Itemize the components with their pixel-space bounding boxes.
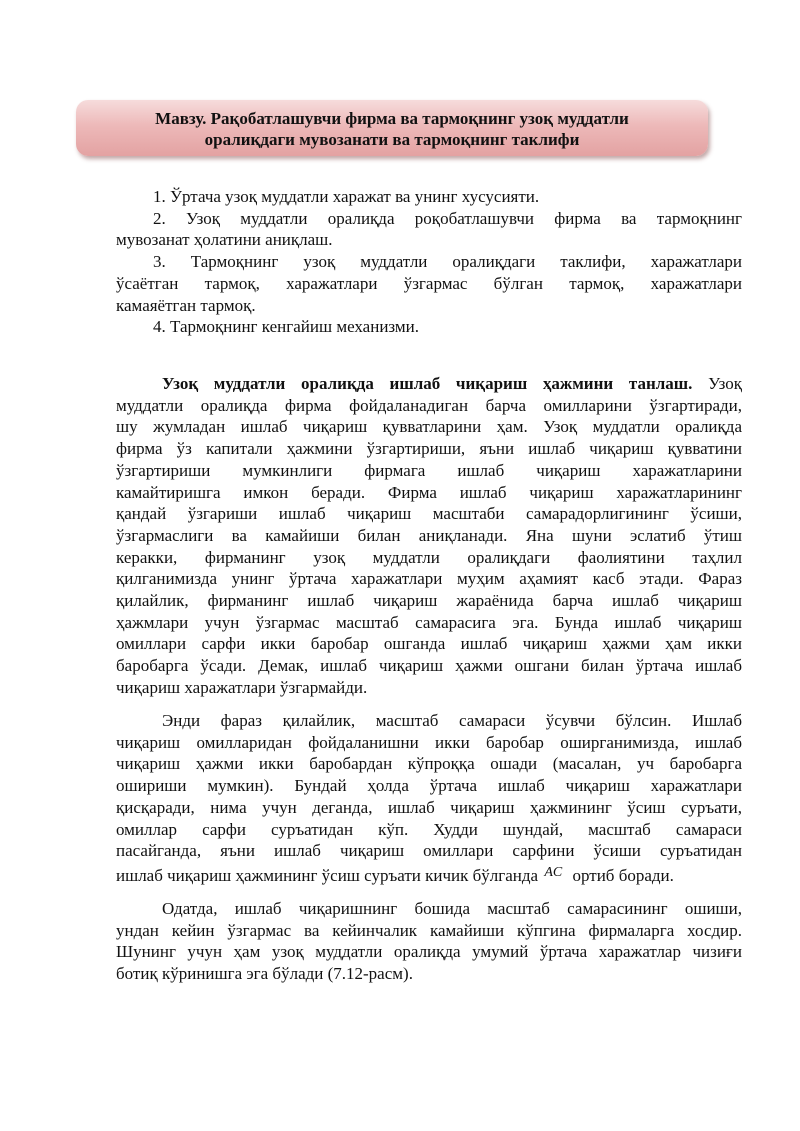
paragraph-line: Шунинг учун ҳам узоқ муддатли оралиқда умумий ўртача харажатлар чизиғи [116,942,742,962]
paragraph-line: ундан кейин ўзгармас ва кейинчалик камайиши кўпгина фирмаларга хосдир. [116,920,742,940]
title-line-1: Мавзу. Рақобатлашувчи фирма ва тармоқнинг узоқ муддатли [155,109,629,128]
paragraph-text: ишлаб чиқариш ҳажмининг ўсиш суръати кичик бўлганда [116,865,539,885]
paragraph-line: ошириши мумкин). Бундай ҳолда ўртача ишлаб чиқариш харажатлари [116,776,742,796]
plan-item: 2. Узоқ муддатли оралиқда роқобатлашувчи фирма ва тармоқнинг [153,208,742,228]
paragraph-line: ўзгартириши мумкинлиги фирмага ишлаб чиқариш харажатларини [116,460,742,480]
paragraph-line: керакки, фирманинг узоқ муддатли оралиқдаги фаолиятини таҳлил [116,547,742,567]
paragraph-line: ботиқ кўринишга эга бўлади (7.12-расм). [116,964,413,984]
section-heading: Узоқ муддатли оралиқда ишлаб чиқариш ҳажмини танлаш. [162,374,693,393]
paragraph-line: Одатда, ишлаб чиқаришнинг бошида масштаб самарасининг ошиши, [162,899,742,918]
paragraph-1 [116,373,742,699]
plan-item-continuation: ўсаётган тармоқ, харажатлари ўзгармас бўлган тармоқ, харажатлари [116,273,742,293]
paragraph-line [116,373,742,395]
paragraph-line: ўзгармаслиги ва камайиши билан аниқланади. Яна шуни эслатиб ўтиш [116,525,742,545]
paragraph-line: чиқариш омилларидан фойдаланишни икки баробар оширганимизда, ишлаб [116,732,742,752]
paragraph-line: омиллари сарфи икки баробар ошганда ишлаб чиқариш ҳажми ҳам икки [116,634,742,654]
plan-item: 1. Ўртача узоқ муддатли харажат ва унинг хусусияти. [153,187,540,206]
paragraph-line: пасайганда, яъни ишлаб чиқариш омиллари сарфини ўсиши суръатидан [116,841,742,861]
plan-item: 4. Тармоқнинг кенгайиш механизми. [153,317,419,337]
paragraph-3 [116,898,742,985]
plan-item: 3. Тармоқнинг узоқ муддатли оралиқдаги таклифи, харажатлари [153,252,742,272]
paragraph-line: баробарга ўсади. Демак, ишлаб чиқариш ҳажми ошгани билан ўртача ишлаб [116,656,742,676]
paragraph-line: қисқаради, нима учун деганда, ишлаб чиқариш ҳажмининг ўсиш суръати, [116,797,742,817]
plan-item-continuation: мувозанат ҳолатини аниқлаш. [116,230,333,250]
paragraph-line: муддатли оралиқда фирма фойдаланадиган барча омилларини ўзгартиради, [116,395,742,415]
paragraph-text: Узоқ [708,374,743,393]
paragraph-line: ҳажмлари учун ўзгармас масштаб самарасига эга. Бунда ишлаб чиқариш [116,612,742,632]
paragraph-line: омиллар сарфи суръатидан кўп. Худди шундай, масштаб самараси [116,819,742,839]
plan-list [116,186,742,338]
paragraph-line: чиқариш харажатлари ўзгармайди. [116,677,368,697]
paragraph-line: Энди фараз қилайлик, масштаб самараси ўсувчи бўлсин. Ишлаб [162,711,742,730]
paragraph-line: қилайлик, фирманинг ишлаб чиқариш жараёнида барча ишлаб чиқариш [116,591,742,611]
paragraph-line: қилганимизда унинг ўртача харажатлари муҳим аҳамият касб этади. Фараз [116,569,742,589]
plan-item-continuation: камаяётган тармоқ. [116,295,256,315]
paragraph-line: камайтиришга имкон беради. Фирма ишлаб чиқариш харажатларининг [116,482,742,502]
paragraph-line [116,862,742,887]
paragraph-text: ортиб боради. [572,865,674,885]
paragraph-2 [116,710,742,887]
title-line-2: оралиқдаги мувозанати ва тармоқнинг таклифи [204,130,580,149]
paragraph-line: фирма ўз капитали ҳажмини ўзгартириши, яъни ишлаб чиқариш қувватини [116,439,742,459]
paragraph-line: шу жумладан ишлаб чиқариш қувватларини ҳам. Узоқ муддатли оралиқда [116,417,742,437]
title-banner [76,100,708,156]
ac-symbol: AC [544,864,563,880]
paragraph-line: қандай ўзгариши ишлаб чиқариш масштаби самарадорлигининг ўсиши, [116,504,742,524]
paragraph-line: чиқариш ҳажми икки баробардан кўпроққа ошади (масалан, уч баробарга [116,754,742,774]
